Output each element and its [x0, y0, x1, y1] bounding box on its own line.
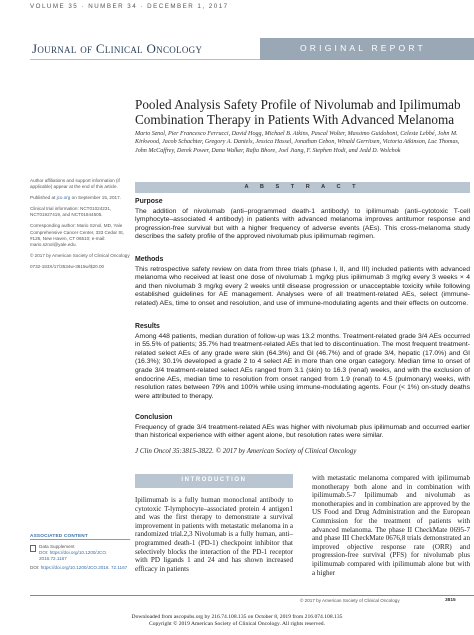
- supplement-doi-link[interactable]: DOI: https://doi.org/10.1200/JCO. 2016.72.1167: [39, 549, 108, 561]
- methods-heading: Methods: [135, 256, 164, 263]
- abstract-conclusion: [135, 414, 470, 441]
- footer-divider: [30, 595, 474, 596]
- affiliations-note: Author affiliations and support information (if applicable) appear at the end of this article.: [30, 178, 120, 190]
- published-suffix: on September 15, 2017.: [70, 195, 121, 201]
- issue-header: [0, 0, 474, 14]
- article-sidebar: [30, 178, 130, 275]
- author-list: Mario Sznol, Pier Francesco Ferrucci, David Hogg, Michael B. Atkins, Pascal Wolter, Massimo Guidoboni, Celeste Lebbé, John M. Kirkwood, Jacob Schachter, Gregory A. Daniels, Jessica Hassel, Jonathan Cebon, Winald Gerritsen, Victoria Atkinson, Luc Thomas, John McCaffrey, Derek Power, Dana Walker, Rafia Bhore, Joel Jiang, F. Stephen Hodi, and Jedd D. Wolchok: [135, 131, 460, 154]
- introduction-header: [135, 474, 293, 488]
- abstract-header: [135, 182, 470, 193]
- page-number: 3815: [445, 598, 456, 603]
- associated-content: [30, 533, 130, 571]
- intro-left-column: Ipilimumab is a fully human monoclonal antibody to cytotoxic T-lymphocyte–associated protein 4 antigen1 and was the first therapy to demonstrate a survival improvement in patients with metastatic melanoma in a randomized trial.2,3 Nivolumab is a fully human, anti–programmed death-1 (PD-1) checkpoint inhibitor that selectively blocks the interaction of the PD-1 receptor with PD ligands 1 and 24 and has shown increased efficacy in patients: [135, 496, 293, 573]
- results-text: Among 448 patients, median duration of follow-up was 13.2 months. Treatment-related grade 3/4 AEs occurred in 55.5% of patients; 35.7% had treatment-related AEs that led to discontinuation. The most frequent treatment-related select AEs of any grade were skin (64.3%) and GI (46.7%) and of grade 3/4, hepatic (17.0%) and GI (16.3%); 30.1% developed a grade 2 to 4 select AE in more than one organ category. Median time to onset of grade 3/4 treatment-related select AEs ranged from 3.1 (skin) to 16.3 (renal) weeks, and with the exclusion of endocrine AEs, median time to resolution from onset ranged from 1.9 (renal) to 4.5 (pulmonary) weeks, with resolution rates between 79% and 100% while using immune-modulating agents. Four (< 1%) on-study deaths were attributed to therapy.: [135, 332, 470, 400]
- doi-prefix: DOI:: [30, 565, 41, 571]
- journal-name-box: [30, 38, 260, 60]
- conclusion-text: Frequency of grade 3/4 treatment-related AEs was higher with nivolumab plus ipilimumab and occurred earlier than historical experience with either agent alone, but resolution rates were similar.: [135, 423, 470, 440]
- data-supplement[interactable]: [30, 544, 130, 561]
- issn: 0732-183X/17/3534w-3815w/$20.00: [30, 264, 105, 270]
- sidebar-copyright: © 2017 by American Society of Clinical Oncology: [30, 253, 130, 259]
- abstract-methods: [135, 256, 470, 309]
- associated-content-title: ASSOCIATED CONTENT: [30, 533, 130, 540]
- download-notice: [0, 614, 474, 628]
- article-doi-link[interactable]: https://doi.org/10.1200/JCO.2016. 72.1167: [40, 565, 128, 571]
- results-heading: Results: [135, 323, 160, 330]
- published-note: [30, 195, 130, 201]
- article-doi: [30, 565, 130, 571]
- methods-text: This retrospective safety review on data from three trials (phase I, II, and III) included patients with advanced melanoma who received at least one dose of nivolumab 1 mg/kg plus ipilimumab 3 mg/kg every 3 weeks × 4 and then nivolumab 3 mg/kg every 2 weeks until disease progression or unacceptable toxicity while following established guidelines for AE management. Analyses were of all treatment-related AEs, select (immune-related) AEs, time to onset and resolution, and use of immune-modulating agents and their effects on outcome.: [135, 265, 470, 307]
- footer-copyright: © 2017 by American Society of Clinical Oncology: [300, 598, 400, 603]
- introduction-label: INTRODUCTION: [181, 477, 247, 483]
- abstract-purpose: [135, 198, 470, 242]
- intro-right-column: with metastatic melanoma compared with ipilimumab monotherapy both alone and in combination with ipilimumab.5-7 Ipilimumab and nivolumab as monotherapies and in combination are approved by the US Food and Drug Administration and the European Commission for the treatment of patients with advanced melanoma. The phase II CheckMate 0695-7 and phase III CheckMate 0676,8 trials demonstrated an improved objective response rate (ORR) and progression-free survival (PFS) for nivolumab plus ipilimumab compared with ipilimumab alone but with a higher: [312, 474, 470, 577]
- abstract-label: A B S T R A C T: [244, 184, 361, 190]
- published-prefix: Published at: [30, 195, 57, 201]
- journal-name: Journal of Clinical Oncology: [32, 41, 203, 56]
- purpose-heading: Purpose: [135, 198, 163, 205]
- jco-link[interactable]: jco.org: [56, 195, 71, 201]
- report-type: ORIGINAL REPORT: [300, 43, 426, 53]
- download-line-2: Copyright © 2019 American Society of Clinical Oncology. All rights reserved.: [148, 620, 326, 627]
- abstract-results: [135, 323, 470, 401]
- volume-line: VOLUME 35 · NUMBER 34 · DECEMBER 1, 2017: [30, 3, 229, 10]
- document-icon: [30, 545, 36, 552]
- trial-info: Clinical trial information: NCT01024231, NCT01927419, and NCT01844505.: [30, 206, 112, 218]
- purpose-text: The addition of nivolumab (anti–programmed death-1 antibody) to ipilimumab (anti–cytotoxic T-cell lymphocyte–associated 4 antibody) in patients with advanced melanoma improves antitumor response and progression-free survival but with a higher frequency of adverse events (AEs). This cross-melanoma study describes the safety profile of the approved nivolumab plus ipilimumab regimen.: [135, 207, 470, 241]
- citation-line: J Clin Oncol 35:3815-3822. © 2017 by American Society of Clinical Oncology: [135, 447, 357, 455]
- download-line-1: Downloaded from ascopubs.org by 216.74.108.135 on October 8, 2019 from 216.074.108.135: [131, 614, 343, 620]
- corresponding-author: Corresponding author: Mario Sznol, MD, Yale Comprehensive Cancer Center, 333 Cedar St, #126, New Haven, CT 06510; e-mail: mario.sznol@yale.edu.: [30, 223, 124, 248]
- supplement-label: Data Supplement: [39, 544, 75, 549]
- article-title: Pooled Analysis Safety Profile of Nivolumab and Ipilimumab Combination Therapy in Patients With Advanced Melanoma: [135, 97, 461, 127]
- conclusion-heading: Conclusion: [135, 414, 173, 421]
- masthead: [30, 38, 474, 60]
